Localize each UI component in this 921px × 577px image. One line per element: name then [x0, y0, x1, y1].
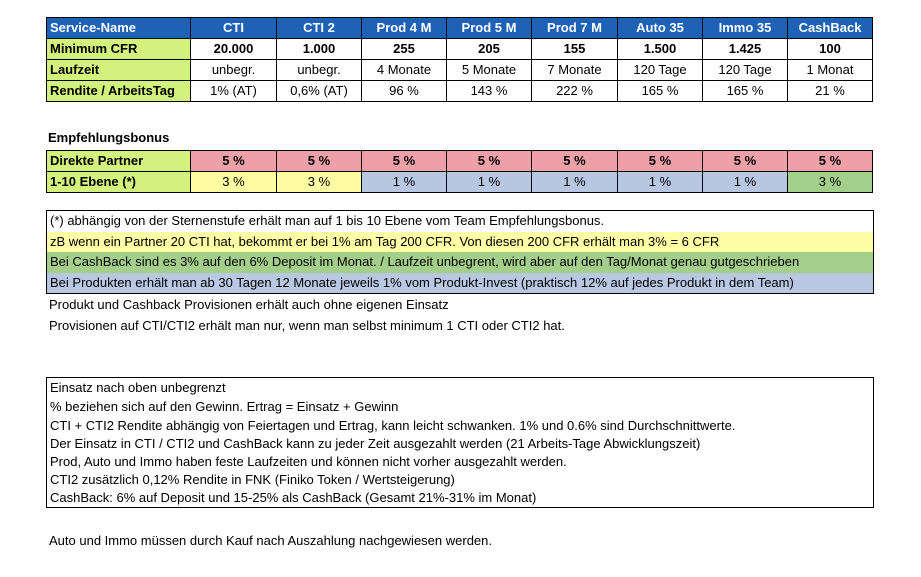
note-line: zB wenn ein Partner 20 CTI hat, bekommt er bei 1% am Tag 200 CFR. Von diesen 200 CFR erhält man 3% = 6 CFR [47, 232, 873, 253]
header-cell: Auto 35 [618, 18, 703, 39]
table-cell: 1 % [618, 172, 703, 193]
table-cell: 1 % [447, 172, 532, 193]
table-cell: 96 % [362, 81, 447, 102]
table-cell: 155 [532, 39, 618, 60]
table-cell: 5 % [703, 151, 788, 172]
table-cell: 143 % [447, 81, 532, 102]
table-cell: 3 % [277, 172, 362, 193]
plain-note: Auto und Immo müssen durch Kauf nach Auszahlung nachgewiesen werden. [49, 533, 492, 548]
bonus-notes-box [46, 210, 874, 294]
table-cell: 205 [447, 39, 532, 60]
table-cell: 5 % [618, 151, 703, 172]
row-label: Laufzeit [47, 60, 191, 81]
plain-note: Provisionen auf CTI/CTI2 erhält man nur, wenn man selbst minimum 1 CTI oder CTI2 hat. [49, 318, 565, 333]
row-label: Direkte Partner [47, 151, 191, 172]
table-cell: 165 % [703, 81, 788, 102]
bonus-title: Empfehlungsbonus [48, 130, 170, 145]
table-cell: 1 % [362, 172, 447, 193]
table-cell: 5 Monate [447, 60, 532, 81]
table-cell: 5 % [532, 151, 618, 172]
table-cell: 120 Tage [703, 60, 788, 81]
note-line: Prod, Auto und Immo haben feste Laufzeiten und können nicht vorher ausgezahlt werden. [50, 454, 567, 469]
table-cell: 1 % [532, 172, 618, 193]
table-cell: 21 % [788, 81, 873, 102]
table-cell: 7 Monate [532, 60, 618, 81]
table-row [47, 39, 873, 60]
table-header-row [47, 18, 873, 39]
bonus-row-levels [47, 172, 873, 193]
header-cell: Service-Name [47, 18, 191, 39]
table-cell: 100 [788, 39, 873, 60]
note-line: Bei CashBack sind es 3% auf den 6% Deposit im Monat. / Laufzeit unbegrent, wird aber auf den Tag/Monat genau gutgeschrieben [47, 252, 873, 273]
table-cell: 5 % [277, 151, 362, 172]
table-row [47, 60, 873, 81]
table-cell: 20.000 [191, 39, 277, 60]
header-cell: CTI 2 [277, 18, 362, 39]
table-cell: 165 % [618, 81, 703, 102]
note-line: Einsatz nach oben unbegrenzt [50, 380, 226, 395]
row-label: Minimum CFR [47, 39, 191, 60]
header-cell: CTI [191, 18, 277, 39]
note-line: % beziehen sich auf den Gewinn. Ertrag = Einsatz + Gewinn [50, 399, 399, 414]
table-cell: 0,6% (AT) [277, 81, 362, 102]
note-line: CashBack: 6% auf Deposit und 15-25% als CashBack (Gesamt 21%-31% im Monat) [50, 490, 537, 505]
table-row [47, 81, 873, 102]
table-cell: 1 Monat [788, 60, 873, 81]
note-line: (*) abhängig von der Sternenstufe erhält man auf 1 bis 10 Ebene vom Team Empfehlungsbonus. [50, 213, 605, 228]
note-line: Der Einsatz in CTI / CTI2 und CashBack kann zu jeder Zeit ausgezahlt werden (21 Arbeits-Tage Abwicklungszeit) [50, 436, 701, 451]
header-cell: CashBack [788, 18, 873, 39]
header-cell: Prod 5 M [447, 18, 532, 39]
table-cell: 1 % [703, 172, 788, 193]
note-line: CTI + CTI2 Rendite abhängig von Feiertagen und Ertrag, kann leicht schwanken. 1% und 0.6% sind Durchschnittwerte. [50, 418, 736, 433]
general-notes-box [46, 377, 874, 508]
header-cell: Prod 7 M [532, 18, 618, 39]
table-cell: unbegr. [277, 60, 362, 81]
table-cell: 5 % [362, 151, 447, 172]
table-cell: 120 Tage [618, 60, 703, 81]
row-label: 1-10 Ebene (*) [47, 172, 191, 193]
table-cell: 1.425 [703, 39, 788, 60]
table-cell: 1.000 [277, 39, 362, 60]
table-cell: 1% (AT) [191, 81, 277, 102]
bonus-table [46, 150, 873, 193]
note-line: Bei Produkten erhält man ab 30 Tagen 12 Monate jeweils 1% vom Produkt-Invest (praktisch 12% auf jedes Produkt in dem Team) [47, 273, 873, 294]
row-label: Rendite / ArbeitsTag [47, 81, 191, 102]
table-cell: 5 % [191, 151, 277, 172]
table-cell: 1.500 [618, 39, 703, 60]
table-cell: 3 % [788, 172, 873, 193]
table-cell: 5 % [447, 151, 532, 172]
table-cell: 3 % [191, 172, 277, 193]
plain-note: Produkt und Cashback Provisionen erhält auch ohne eigenen Einsatz [49, 297, 449, 312]
table-cell: unbegr. [191, 60, 277, 81]
table-cell: 5 % [788, 151, 873, 172]
bonus-row-direct [47, 151, 873, 172]
table-cell: 222 % [532, 81, 618, 102]
header-cell: Immo 35 [703, 18, 788, 39]
note-line: CTI2 zusätzlich 0,12% Rendite in FNK (Finiko Token / Wertsteigerung) [50, 472, 455, 487]
table-cell: 255 [362, 39, 447, 60]
service-table [46, 17, 873, 102]
header-cell: Prod 4 M [362, 18, 447, 39]
table-cell: 4 Monate [362, 60, 447, 81]
